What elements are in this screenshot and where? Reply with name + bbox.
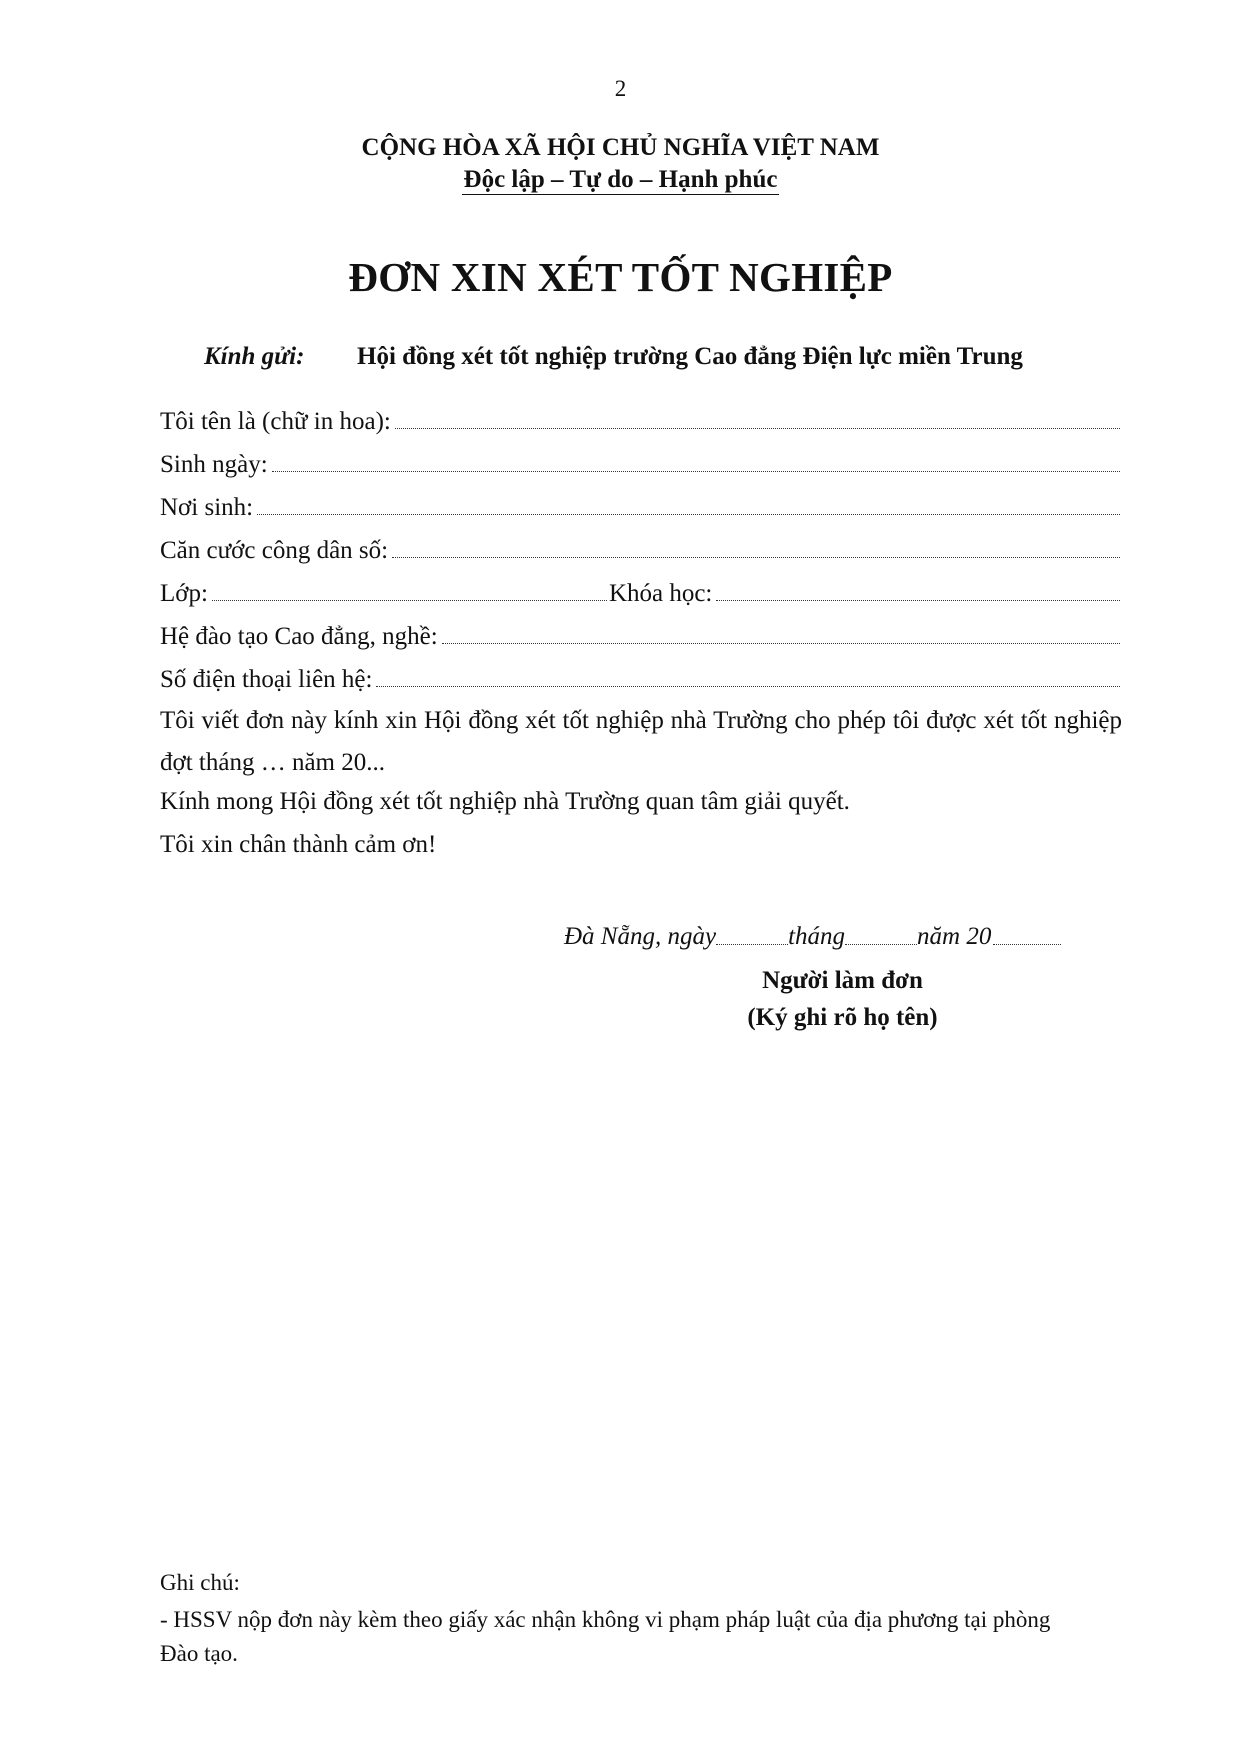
year-blank[interactable] [993, 944, 1061, 945]
day-blank[interactable] [716, 944, 788, 945]
class-course-field[interactable] [160, 574, 1120, 608]
class-label: Lớp: [160, 580, 208, 607]
dob-label: Sinh ngày: [160, 451, 268, 478]
place-date-label: Đà Nẵng, ngày [564, 923, 717, 950]
place-date-line [564, 923, 1061, 951]
notes-text: - HSSV nộp đơn này kèm theo giấy xác nhận không vi phạm pháp luật của địa phương tại phòng Đào tạo. [160, 1607, 1051, 1666]
phone-label: Số điện thoại liên hệ: [160, 666, 373, 693]
dob-blank[interactable] [272, 470, 1120, 472]
page-number: 2 [614, 76, 627, 101]
national-title: CỘNG HÒA XÃ HỘI CHỦ NGHĨA VIỆT NAM [361, 134, 880, 161]
document-title: ĐƠN XIN XÉT TỐT NGHIỆP [348, 254, 893, 300]
phone-field[interactable] [160, 660, 1120, 694]
citizen-id-label: Căn cước công dân số: [160, 537, 389, 564]
full-name-label: Tôi tên là (chữ in hoa): [160, 408, 391, 435]
full-name-blank[interactable] [395, 427, 1120, 429]
birthplace-label: Nơi sinh: [160, 494, 254, 521]
dob-field[interactable] [160, 445, 1120, 479]
month-label: tháng [788, 923, 846, 950]
program-blank[interactable] [442, 642, 1120, 644]
birthplace-field[interactable] [160, 488, 1120, 522]
class-blank[interactable] [212, 599, 607, 601]
program-label: Hệ đào tạo Cao đẳng, nghề: [160, 623, 438, 650]
full-name-field[interactable] [160, 402, 1120, 436]
notes-title: Ghi chú: [160, 1570, 240, 1595]
signer-instruction: (Ký ghi rõ họ tên) [747, 1004, 938, 1031]
recipient-name: Hội đồng xét tốt nghiệp trường Cao đẳng Điện lực miền Trung [357, 343, 1023, 370]
program-field[interactable] [160, 617, 1120, 651]
hope-line: Kính mong Hội đồng xét tốt nghiệp nhà Trường quan tâm giải quyết. [160, 788, 850, 815]
national-motto [0, 166, 1241, 194]
motto-text: Độc lập – Tự do – Hạnh phúc [463, 166, 778, 193]
citizen-id-blank[interactable] [392, 556, 1120, 558]
recipient-label: Kính gửi: [204, 343, 305, 370]
birthplace-blank[interactable] [257, 513, 1120, 515]
citizen-id-field[interactable] [160, 531, 1120, 565]
course-label: Khóa học: [608, 580, 713, 607]
year-label: năm 20 [917, 923, 992, 950]
month-blank[interactable] [845, 944, 917, 945]
phone-blank[interactable] [376, 685, 1120, 687]
thanks-line: Tôi xin chân thành cảm ơn! [160, 831, 437, 858]
course-blank[interactable] [716, 599, 1120, 601]
signer-title: Người làm đơn [762, 967, 923, 994]
request-paragraph: Tôi viết đơn này kính xin Hội đồng xét tốt nghiệp nhà Trường cho phép tôi được xét tốt nghiệp đợt tháng … năm 20... [160, 707, 1122, 776]
recipient-line [204, 343, 1104, 371]
